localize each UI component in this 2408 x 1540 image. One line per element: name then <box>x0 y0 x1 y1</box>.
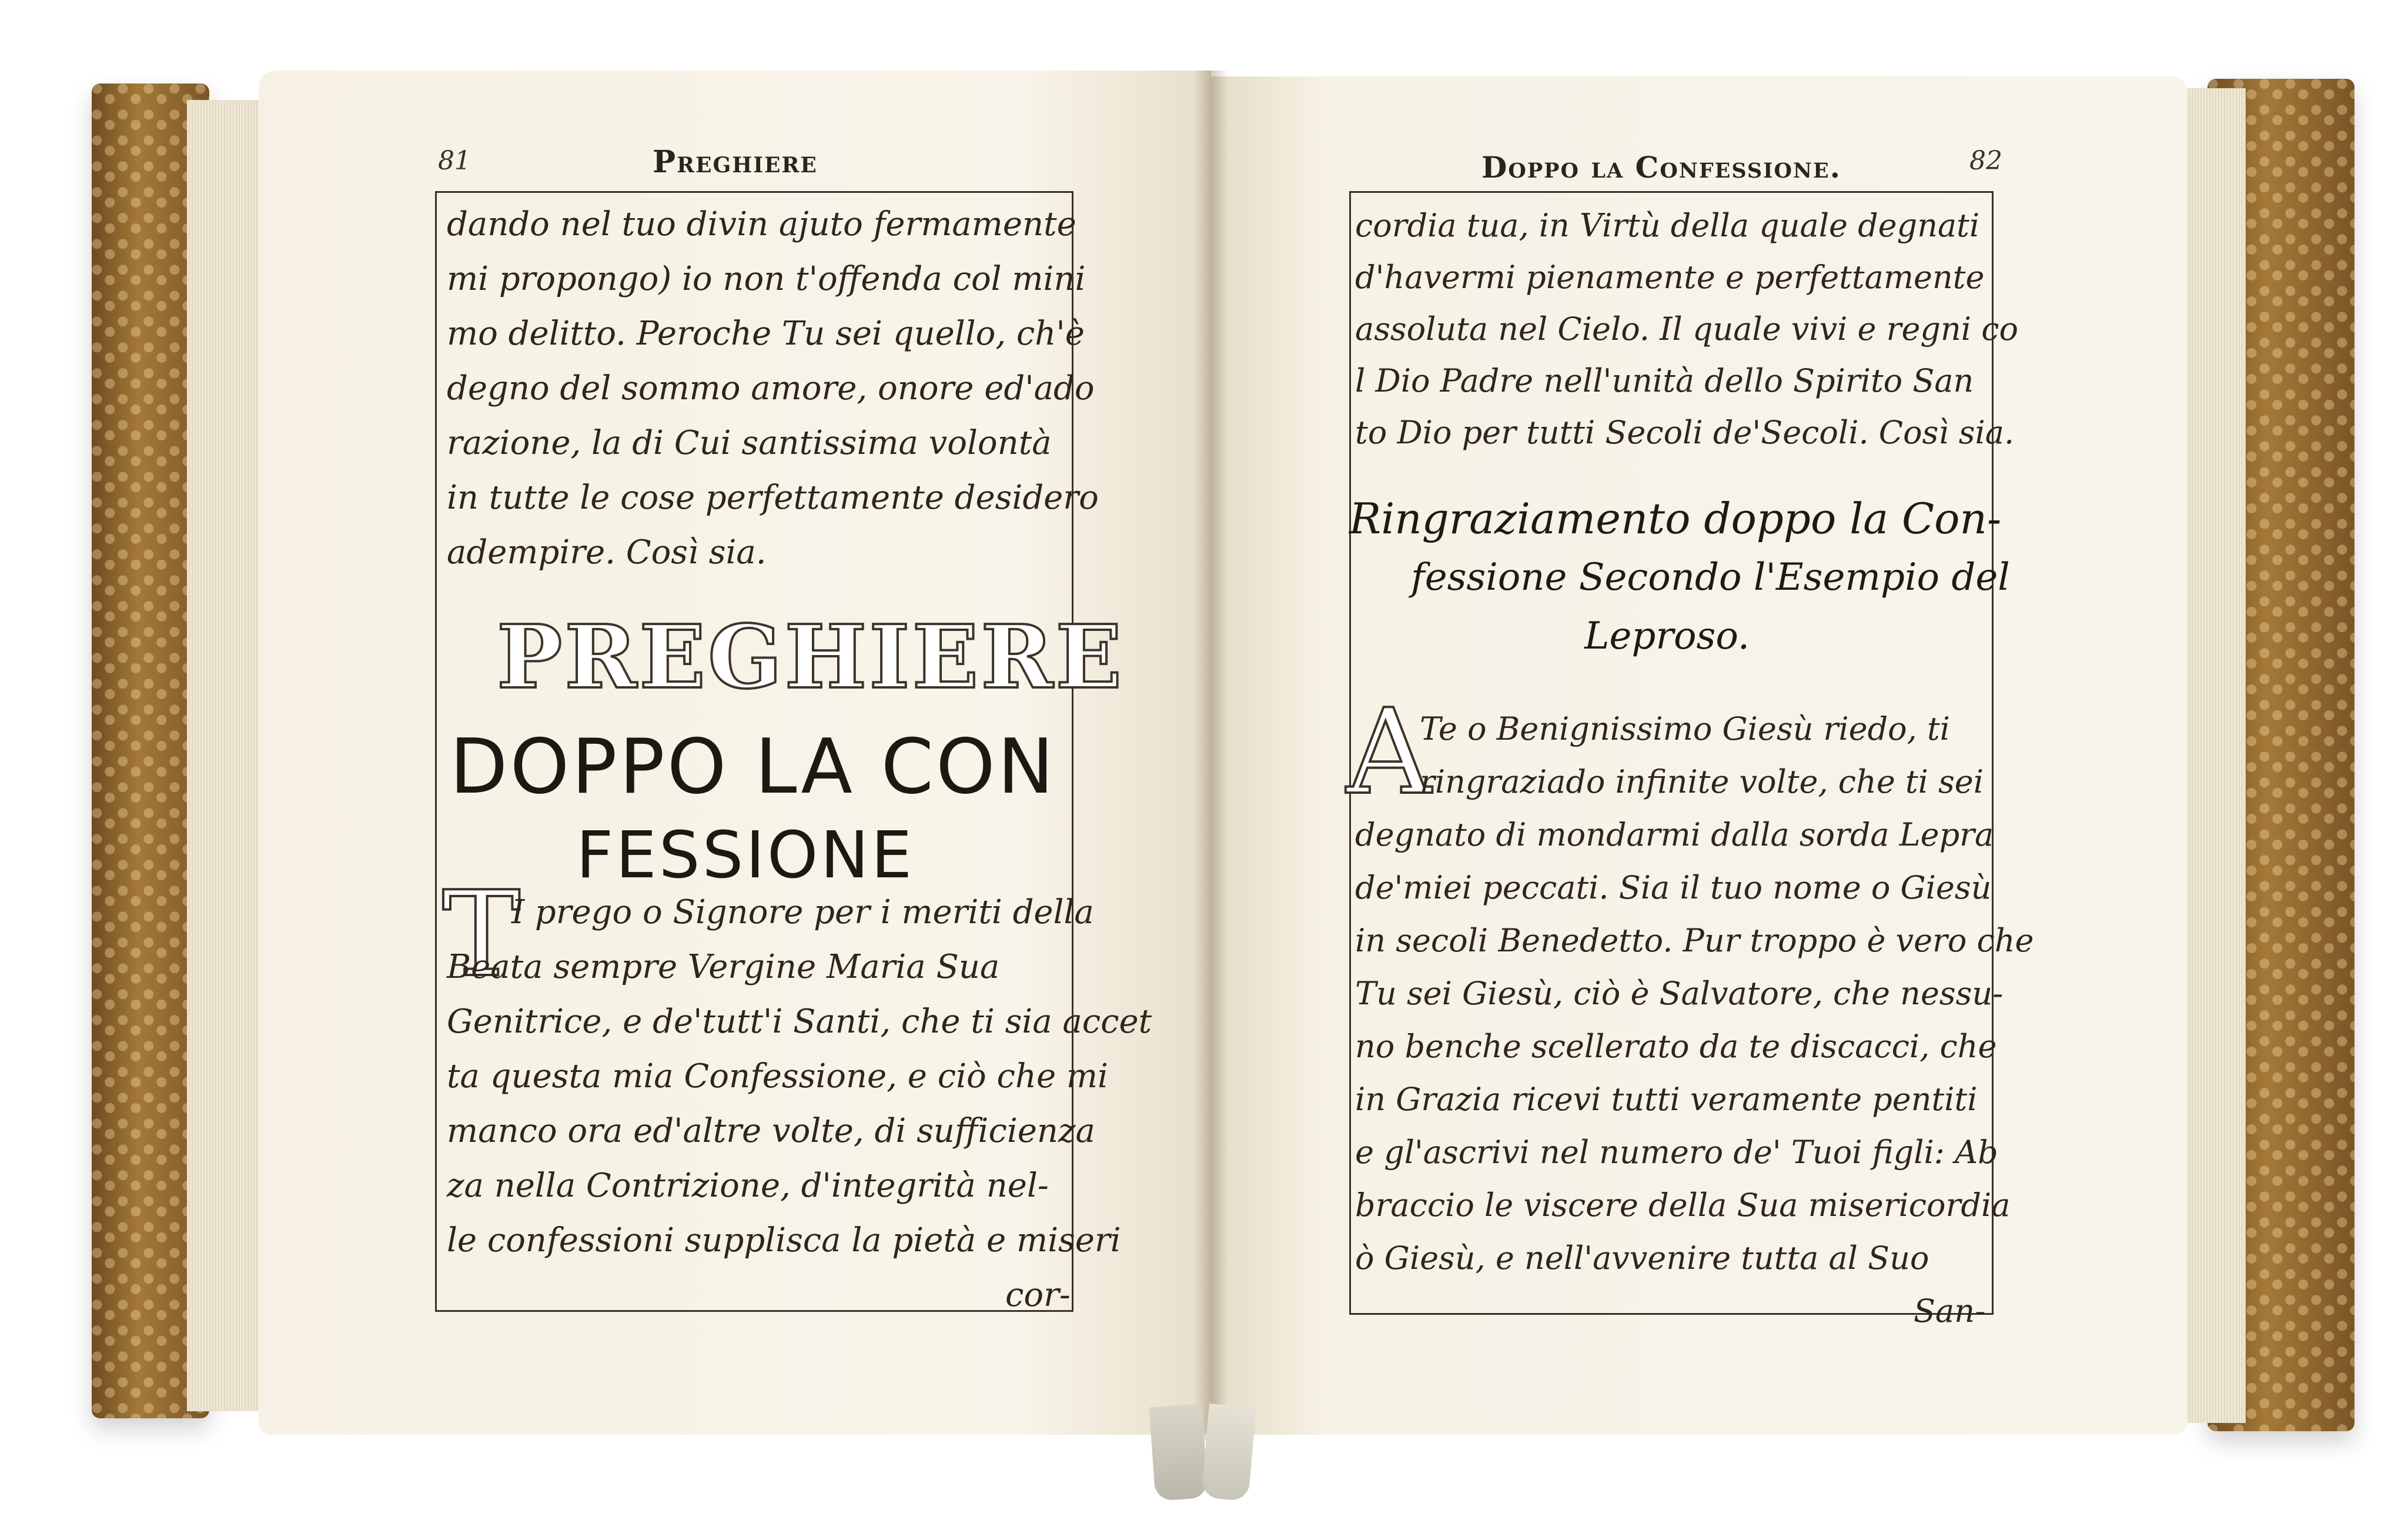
book-gutter <box>1193 71 1229 1441</box>
text-line: Te o Benignissimo Giesù riedo, ti <box>1420 710 1950 747</box>
text-line: in tutte le cose perfettamente desidero <box>447 479 1099 517</box>
text-line: to Dio per tutti Secoli de'Secoli. Così sia. <box>1355 414 2015 451</box>
text-line: adempire. Così sia. <box>447 533 767 572</box>
text-line: manco ora ed'altre volte, di sufficienza <box>447 1112 1095 1150</box>
text-line: Genitrice, e de'tutt'i Santi, che ti sia accet <box>447 1003 1152 1041</box>
title-doppo-la-con: DOPPO LA CON <box>450 723 1056 811</box>
left-running-head: Preghiere <box>653 144 818 180</box>
left-page-number: 81 <box>438 146 471 176</box>
right-page-number: 82 <box>1969 146 2002 176</box>
right-running-head: Doppo la Confessione. <box>1481 150 1842 185</box>
title-preghiere: PREGHIERE <box>497 606 1125 708</box>
text-line: e gl'ascrivi nel numero de' Tuoi figli: Ab <box>1355 1134 1998 1171</box>
left-continuation-text <box>447 197 1099 580</box>
text-line: cor- <box>1005 1276 1071 1314</box>
text-line: cordia tua, in Virtù della quale degnati <box>1355 207 1980 244</box>
text-line: le confessioni supplisca la pietà e miseri <box>447 1221 1121 1260</box>
text-line: in Grazia ricevi tutti veramente pentiti <box>1355 1081 1978 1118</box>
text-line: ta questa mia Confessione, e ciò che mi <box>447 1057 1108 1095</box>
text-line: mo delitto. Peroche Tu sei quello, ch'è <box>447 315 1085 353</box>
text-line: degno del sommo amore, onore ed'ado <box>447 369 1095 407</box>
left-prayer-text <box>447 885 1152 1322</box>
text-line: in secoli Benedetto. Pur troppo è vero che <box>1355 922 2034 959</box>
title-fessione: FESSIONE <box>576 817 915 893</box>
text-line: dando nel tuo divin ajuto fermamente <box>447 205 1076 243</box>
text-line: za nella Contrizione, d'integrità nel- <box>447 1167 1049 1205</box>
ribbon-bookmark <box>1201 1404 1256 1501</box>
text-line: I prego o Signore per i meriti della <box>511 893 1094 931</box>
drop-cap-a: A <box>1346 684 1432 821</box>
ribbon-bookmark <box>1149 1404 1209 1501</box>
right-prayer-text <box>1355 703 2034 1338</box>
thanksgiving-heading-line3: Leproso. <box>1584 614 1750 658</box>
text-line: ò Giesù, e nell'avvenire tutta al Suo <box>1355 1240 1929 1277</box>
text-line: San- <box>1914 1292 1986 1329</box>
text-line: razione, la di Cui santissima volontà <box>447 424 1052 462</box>
text-line: mi propongo) io non t'offenda col mini <box>447 260 1086 298</box>
text-line: de'miei peccati. Sia il tuo nome o Giesù <box>1355 869 1992 906</box>
text-line: Beata sempre Vergine Maria Sua <box>447 948 1000 986</box>
right-continuation-text <box>1355 200 2018 459</box>
text-line: no benche scellerato da te discacci, che <box>1355 1028 1997 1065</box>
thanksgiving-heading-line1: Ringraziamento doppo la Con- <box>1349 494 2002 543</box>
text-line: assoluta nel Cielo. Il quale vivi e regni co <box>1355 310 2018 348</box>
text-line: l Dio Padre nell'unità dello Spirito San <box>1355 362 1974 399</box>
text-line: braccio le viscere della Sua misericordia <box>1355 1187 2011 1224</box>
text-line: Tu sei Giesù, ciò è Salvatore, che nessu- <box>1355 975 2004 1012</box>
text-line: ringraziado infinite volte, che ti sei <box>1420 763 1984 800</box>
text-line: degnato di mondarmi dalla sorda Lepra <box>1355 816 1994 853</box>
text-line: d'havermi pienamente e perfettamente <box>1355 259 1985 296</box>
thanksgiving-heading-line2: fessione Secondo l'Esempio del <box>1411 556 2010 599</box>
drop-cap-t: T <box>442 866 521 1003</box>
